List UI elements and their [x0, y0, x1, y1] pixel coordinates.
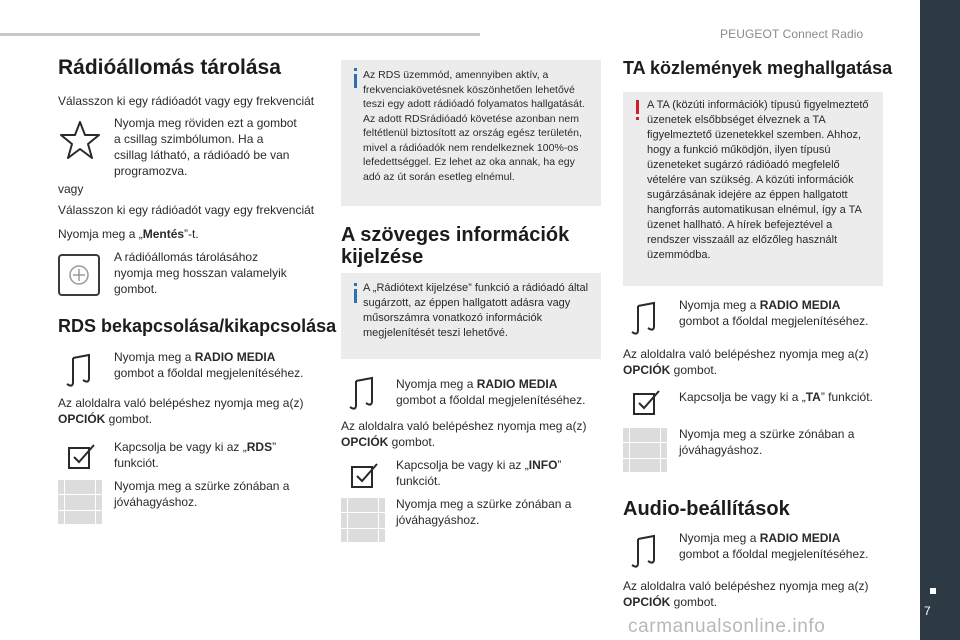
info-icon: [354, 283, 357, 286]
checkbox-icon: [629, 386, 663, 420]
header-rule: [0, 33, 480, 36]
step-info-toggle: Kapcsolja be vagy ki az „INFO” funkciót.: [396, 458, 562, 488]
checkbox-icon: [64, 440, 98, 474]
paragraph-ta-sub: Az aloldalra való belépéshez nyomja meg a(z) OPCIÓK gombot.: [623, 347, 869, 377]
info-icon: [354, 68, 357, 71]
step-audio-press: Nyomja meg a RADIO MEDIA gombot a főoldal megjelenítéséhez.: [679, 531, 869, 561]
paragraph-press-save: Nyomja meg a „Mentés”-t.: [58, 227, 199, 241]
info-text-rds: Az RDS üzemmód, amennyiben aktív, a frekvenciakövetésnek köszönhetően lehetővé teszi egy adott rádióadó folyamatos hallgatását. Az adott RDSrádióadó követése azonban nem feltétlenül biztosított az ország egész területén, mivel a rádióadók nem rendelkeznek 100%-os lefedettséggel. Ez lehet az oka annak, ha egy adó az út során esetleg elnémul.: [363, 69, 585, 183]
step-star: Nyomja meg röviden ezt a gombot a csillag szimbólumon. Ha a csillag látható, a rádióadó be van programozva.: [114, 116, 297, 178]
gray-zone-icon: [623, 428, 667, 472]
watermark: carmanualsonline.info: [628, 616, 826, 637]
section-title-text-info: A szöveges információk kijelzése: [341, 224, 570, 268]
music-note-icon: [627, 533, 663, 569]
section-title-rds: RDS bekapcsolása/kikapcsolása: [58, 316, 337, 336]
chapter-marker: [930, 588, 936, 594]
step-info-confirm: Nyomja meg a szürke zónában a jóváhagyáshoz.: [396, 497, 572, 527]
paragraph-info-sub: Az aloldalra való belépéshez nyomja meg a(z) OPCIÓK gombot.: [341, 419, 587, 449]
chapter-sidebar: [920, 0, 960, 640]
warning-panel-ta: [623, 92, 883, 286]
checkbox-icon: [347, 459, 381, 493]
header-title: PEUGEOT Connect Radio: [720, 27, 864, 41]
step-info-press: Nyomja meg a RADIO MEDIA gombot a főoldal megjelenítéséhez.: [396, 377, 586, 407]
music-note-icon: [345, 375, 381, 411]
page-number: 7: [924, 604, 931, 618]
info-panel-rds: [341, 60, 601, 206]
paragraph-select-station: Válasszon ki egy rádióadót vagy egy frekvenciát: [58, 94, 315, 108]
music-note-icon: [62, 352, 98, 388]
section-title-station-storage: Rádióállomás tárolása: [58, 56, 281, 79]
step-ta-press: Nyomja meg a RADIO MEDIA gombot a főoldal megjelenítéséhez.: [679, 298, 869, 328]
section-title-audio: Audio-beállítások: [623, 498, 790, 520]
star-icon: [58, 118, 102, 162]
gray-zone-icon: [341, 498, 385, 542]
gray-zone-icon: [58, 480, 102, 524]
warning-icon: [636, 100, 639, 114]
step-ta-confirm: Nyomja meg a szürke zónában a jóváhagyáshoz.: [679, 427, 855, 457]
step-rds-toggle: Kapcsolja be vagy ki az „RDS” funkciót.: [114, 440, 277, 470]
music-note-icon: [627, 300, 663, 336]
info-text-radiotext: A „Rádiótext kijelzése” funkció a rádióadó által sugárzott, az éppen hallgatott adásra vagy műsorszámra vonatkozó információk megjelenítését teszi lehetővé.: [363, 282, 589, 339]
text-or: vagy: [58, 182, 84, 196]
info-panel-radiotext: [341, 273, 601, 359]
step-ta-toggle: Kapcsolja be vagy ki a „TA” funkciót.: [679, 390, 873, 404]
step-rds-press: Nyomja meg a RADIO MEDIA gombot a főoldal megjelenítéséhez.: [114, 350, 304, 380]
step-rds-confirm: Nyomja meg a szürke zónában a jóváhagyáshoz.: [114, 479, 290, 509]
preset-button-icon: [58, 254, 100, 296]
paragraph-select-station-2: Válasszon ki egy rádióadót vagy egy frekvenciát: [58, 203, 315, 217]
step-hold: A rádióállomás tárolásához nyomja meg hosszan valamelyik gombot.: [114, 250, 287, 296]
section-title-ta: TA közlemények meghallgatása: [623, 58, 893, 78]
paragraph-rds-sub: Az aloldalra való belépéshez nyomja meg a(z) OPCIÓK gombot.: [58, 396, 304, 426]
warning-text-ta: A TA (közúti információk) típusú figyelmeztető üzenetek elsőbbséget élveznek a TA figyelmeztető üzenetekkel szemben. Ahhoz, hogy a funkció működjön, ilyen típusú üzeneteket sugárzó rádióadó megfelelő vételére van szükség. A közúti információk sugárzásának idejére az éppen hallgatott hangforrás automatikusan elnémul, így a TA üzenet hallható. A hírek befejeztével a rendszer visszaáll az előzőleg használt üzemmódba.: [647, 99, 869, 261]
paragraph-audio-sub: Az aloldalra való belépéshez nyomja meg a(z) OPCIÓK gombot.: [623, 579, 869, 609]
